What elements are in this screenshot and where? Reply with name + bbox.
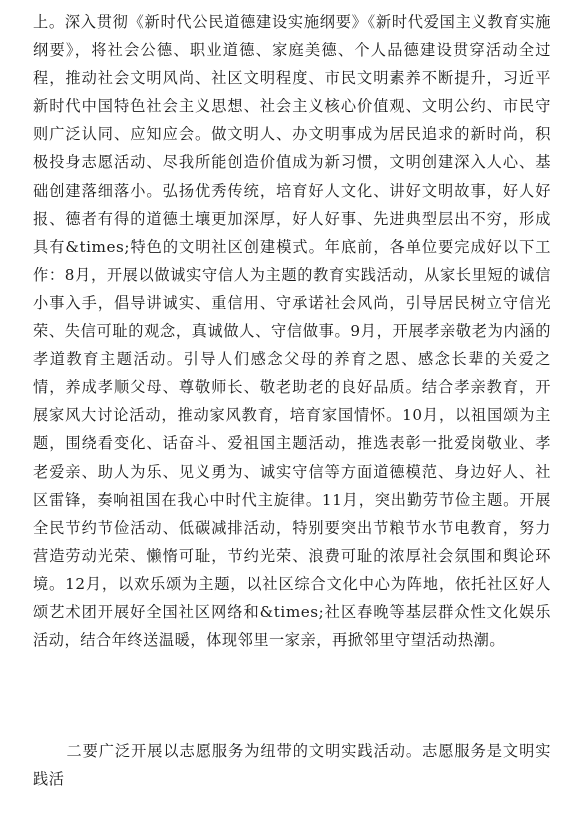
body-paragraph: 二要广泛开展以志愿服务为纽带的文明实践活动。志愿服务是文明实践活 (33, 742, 551, 789)
body-paragraph: 上。深入贯彻《新时代公民道德建设实施纲要》《新时代爱国主义教育实施纲要》，将社会公德、职业道德、家庭美德、个人品德建设贯穿活动全过程，推动社会文明风尚、社区文明程度、市民文明素养不断提升，习近平新时代中国特色社会主义思想、社会主义核心价值观、文明公约、市民守则广泛认同、应知应会。做文明人、办文明事成为居民追求的新时尚，积极投身志愿活动、尽我所能创造价值成为新习惯，文明创建深入人心、基础创建落细落小。弘扬优秀传统，培育好人文化、讲好文明故事，好人好报、德者有得的道德土壤更加深厚，好人好事、先进典型层出不穷，形成具有&times;特色的文明社区创建模式。年底前，各单位要完成好以下工作：8月，开展以做诚实守信人为主题的教育实践活动，从家长里短的诚信小事入手，倡导讲诚实、重信用、守承诺社会风尚，引导居民树立守信光荣、失信可耻的观念，真诚做人、守信做事。9月，开展孝亲敬老为内涵的孝道教育主题活动。引导人们感念父母的养育之恩、感念长辈的关爱之情，养成孝顺父母、尊敬师长、敬老助老的良好品质。结合孝亲教育，开展家风大讨论活动，推动家风教育，培育家国情怀。10月，以祖国颂为主题，围绕看变化、话奋斗、爱祖国主题活动，推选表彰一批爱岗敬业、孝老爱亲、助人为乐、见义勇为、诚实守信等方面道德模范、身边好人、社区雷锋，奏响祖国在我心中时代主旋律。11月，突出勤劳节俭主题。开展全民节约节俭活动、低碳减排活动，特别要突出节粮节水节电教育，努力营造劳动光荣、懒惰可耻，节约光荣、浪费可耻的浓厚社会氛围和舆论环境。12月，以欢乐颂为主题，以社区综合文化中心为阵地，依托社区好人颂艺术团开展好全国社区网络和&times;社区春晚等基层群众性文化娱乐活动，结合年终送温暖，体现邻里一家亲，再掀邻里守望活动热潮。 (33, 13, 551, 650)
